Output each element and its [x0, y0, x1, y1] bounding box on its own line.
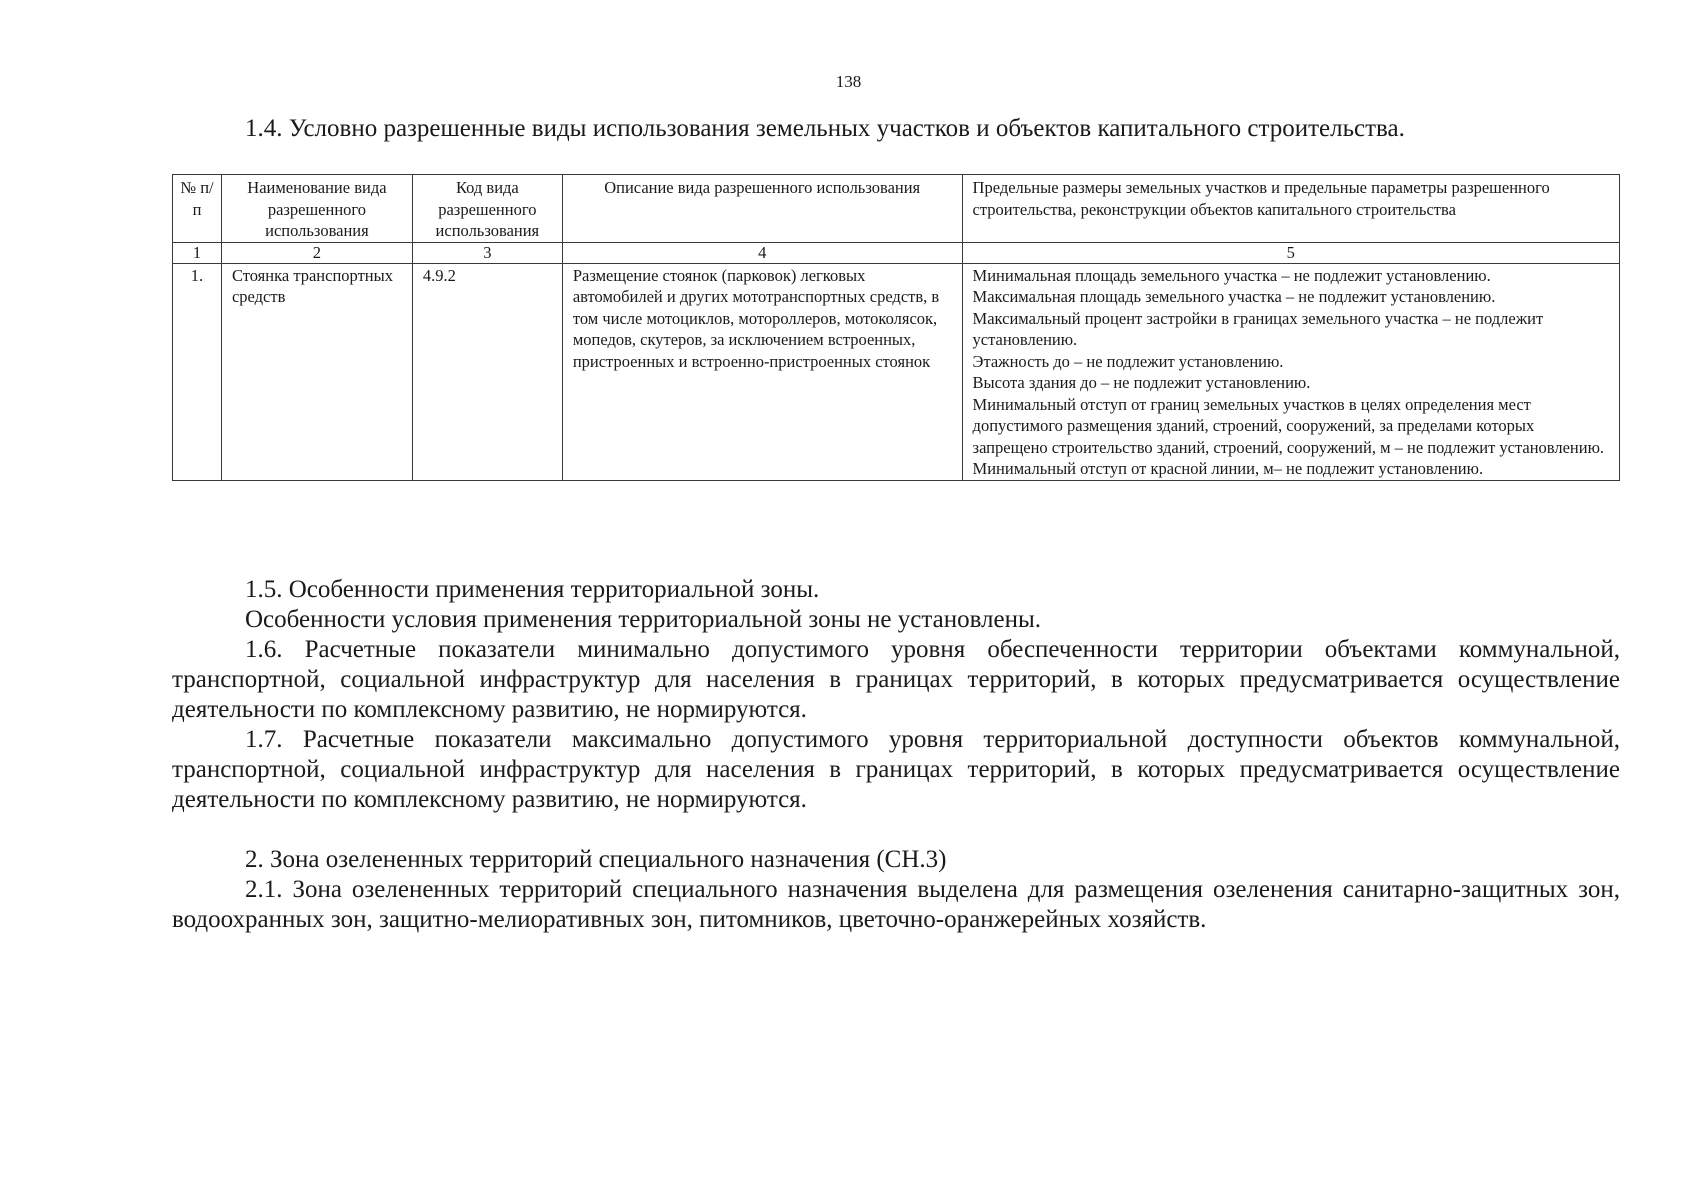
- zone-heading: 2. Зона озелененных территорий специального назначения (СН.3): [245, 846, 947, 873]
- parameter-line: Минимальная площадь земельного участка – не подлежит установлению.: [972, 265, 1491, 285]
- parameter-line: Высота здания до – не подлежит установлению.: [972, 373, 1311, 392]
- parameter-line: Максимальный процент застройки в границах земельного участка – не подлежит установлению.: [972, 308, 1544, 349]
- table-header-row: [173, 175, 1620, 243]
- paragraph-1-7: 1.7. Расчетные показатели максимально допустимого уровня территориальной доступности объектов коммунальной, транспортной, социальной инфраструктур для населения в границах территорий, в которых предусматривается осуществление деятельности по комплексному развитию, не нормируются.: [172, 726, 1620, 813]
- row-use-name: Стоянка транспортных средств: [221, 263, 412, 480]
- table-row: [173, 263, 1620, 480]
- header-use-description: Описание вида разрешенного использования: [562, 175, 962, 243]
- paragraph-2-1: 2.1. Зона озелененных территорий специального назначения выделена для размещения озеленения санитарно-защитных зон, водоохранных зон, защитно-мелиоративных зон, питомников, цветочно-оранжерейных хозяйств.: [172, 876, 1620, 933]
- parameter-line: Этажность до – не подлежит установлению.: [972, 351, 1284, 371]
- row-use-code: 4.9.2: [412, 263, 562, 480]
- column-number: 4: [562, 242, 962, 263]
- column-number: 2: [221, 242, 412, 263]
- parameter-line: Минимальный отступ от границ земельных участков в целях определения мест допустимого размещения зданий, строений, сооружений, за пределами которых запрещено строительство зданий, строений, сооружений, м – не подлежит установлению.: [972, 394, 1605, 457]
- row-parameters: [962, 263, 1619, 480]
- table-column-numbers-row: [173, 242, 1620, 263]
- header-number: № п/п: [173, 175, 222, 243]
- parameter-line: Максимальная площадь земельного участка – не подлежит установлению.: [972, 287, 1496, 306]
- header-use-code: Код вида разрешенного использования: [412, 175, 562, 243]
- column-number: 3: [412, 242, 562, 263]
- column-number: 1: [173, 242, 222, 263]
- paragraph-features: Особенности условия применения территориальной зоны не установлены.: [245, 606, 1042, 633]
- paragraph-1-6: 1.6. Расчетные показатели минимально допустимого уровня обеспеченности территории объектами коммунальной, транспортной, социальной инфраструктур для населения в границах территорий, в которых предусматривается осуществление деятельности по комплексному развитию, не нормируются.: [172, 636, 1620, 723]
- section-title: 1.4. Условно разрешенные виды использования земельных участков и объектов капитального строительства.: [245, 115, 1405, 142]
- page-number: 138: [835, 72, 862, 91]
- header-use-name: Наименование вида разрешенного использования: [221, 175, 412, 243]
- paragraph-1-5: 1.5. Особенности применения территориальной зоны.: [245, 576, 820, 603]
- row-number: 1.: [173, 263, 222, 480]
- permitted-use-table: [172, 174, 1620, 481]
- row-use-description: Размещение стоянок (парковок) легковых автомобилей и других мототранспортных средств, в том числе мотоциклов, мотороллеров, мотоколясок, мопедов, скутеров, за исключением встроенных, пристроенных и встроенно-пристроенных стоянок: [562, 263, 962, 480]
- column-number: 5: [962, 242, 1619, 263]
- document-body: [172, 575, 1620, 935]
- parameter-line: Минимальный отступ от красной линии, м– не подлежит установлению.: [972, 459, 1484, 478]
- header-parameters: Предельные размеры земельных участков и предельные параметры разрешенного строительства, реконструкции объектов капитального строительства: [962, 175, 1619, 243]
